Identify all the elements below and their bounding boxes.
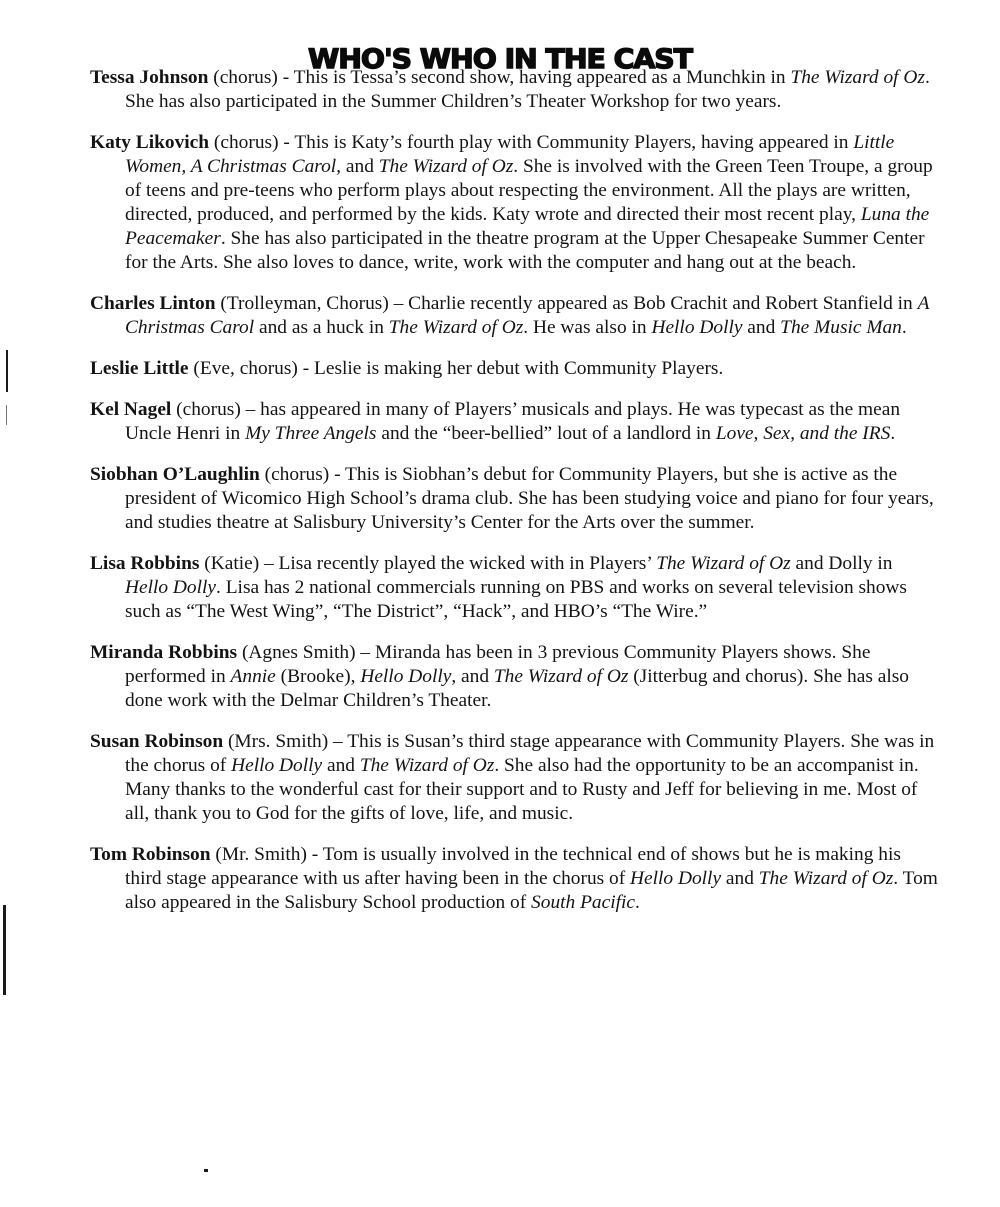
bio-text: . She has also participated in the theatre program at the Upper Chesapeake Summer Center for the Arts. She also loves to dance, write, work with the computer and hang out at the beach. — [125, 228, 925, 273]
bio-text: (chorus) - This is Katy’s fourth play with Community Players, having appeared in — [209, 132, 854, 153]
production-title: The Wizard of Oz — [656, 553, 791, 574]
bio-text: . She is involved with the Green Teen Troupe, a group of teens and pre-teens who perform plays about respecting the environment. All the plays are written, directed, produced, and performed by the kids. Katy wrote and directed their most recent play, — [125, 156, 933, 225]
cast-member-name: Tessa Johnson — [90, 67, 209, 88]
production-title: The Wizard of Oz — [758, 868, 894, 889]
scan-artifact-mark — [6, 350, 8, 392]
bio-text: . Tom also appeared in the Salisbury School production of — [125, 868, 938, 913]
bio-text: (Jitterbug and chorus). She has also done work with the Delmar Children’s Theater. — [125, 666, 909, 711]
scan-artifact-dot — [204, 1169, 208, 1172]
production-title: Hello Dolly — [630, 868, 722, 889]
production-title: The Wizard of Oz — [790, 67, 925, 88]
cast-member-name: Katy Likovich — [90, 132, 210, 153]
cast-member-name: Charles Linton — [90, 293, 216, 314]
bio-text: (Agnes Smith) – Miranda has been in 3 previous Community Players shows. She performed in — [125, 642, 871, 687]
production-title: Hello Dolly — [125, 577, 217, 598]
bio-text: (Trolleyman, Chorus) – Charlie recently appeared as Bob Crachit and Robert Stanfield in — [215, 293, 918, 314]
production-title: The Wizard of Oz — [493, 666, 629, 687]
cast-entry — [90, 292, 940, 340]
production-title: Love, Sex, and the IRS — [715, 423, 891, 444]
bio-text: . She has also participated in the Summer Children’s Theater Workshop for two years. — [125, 67, 930, 112]
bio-text: and — [721, 868, 759, 889]
production-title: The Music Man — [780, 317, 902, 338]
bio-text: . — [901, 317, 907, 338]
production-title: Hello Dolly — [360, 666, 452, 687]
production-title: Little Women, A Christmas Carol, — [125, 132, 895, 177]
bio-text: and — [341, 156, 379, 177]
cast-list — [90, 66, 940, 932]
bio-text: (Mrs. Smith) – This is Susan’s third stage appearance with Community Players. She was in the chorus of — [125, 731, 935, 776]
production-title: My Three Angels — [245, 423, 377, 444]
bio-text: , and — [451, 666, 494, 687]
bio-text: and as a huck in — [254, 317, 389, 338]
production-title: Hello Dolly — [231, 755, 323, 776]
production-title: The Wizard of Oz — [359, 755, 495, 776]
production-title: Hello Dolly — [651, 317, 743, 338]
production-title: The Wizard of Oz — [378, 156, 514, 177]
cast-entry — [90, 843, 940, 915]
bio-text: (chorus) - This is Siobhan’s debut for Community Players, but she is active as the president of Wicomico High School’s drama club. She has been studying voice and piano for four years, and studies theatre at Salisbury University’s Center for the Arts over the summer. — [125, 464, 934, 533]
cast-entry — [90, 641, 940, 713]
bio-text: and Dolly in — [790, 553, 893, 574]
production-title: Luna the Peacemaker — [125, 204, 930, 249]
cast-entry — [90, 357, 940, 381]
bio-text: (chorus) - This is Tessa’s second show, having appeared as a Munchkin in — [208, 67, 791, 88]
production-title: South Pacific — [531, 892, 635, 913]
bio-text: and — [742, 317, 781, 338]
bio-text: and — [322, 755, 360, 776]
bio-text: (chorus) – has appeared in many of Players’ musicals and plays. He was typecast as the mean Uncle Henri in — [125, 399, 901, 444]
cast-member-name: Miranda Robbins — [90, 642, 238, 663]
bio-text: (Eve, chorus) - Leslie is making her debut with Community Players. — [188, 358, 724, 379]
cast-member-name: Kel Nagel — [90, 399, 172, 420]
bio-text: (Brooke), — [275, 666, 361, 687]
cast-entry — [90, 66, 940, 114]
bio-text: . Lisa has 2 national commercials running on PBS and works on several television shows such as “The West Wing”, “The District”, “Hack”, and HBO’s “The Wire.” — [125, 577, 907, 622]
cast-entry — [90, 398, 940, 446]
cast-entry — [90, 730, 940, 826]
cast-member-name: Tom Robinson — [90, 844, 211, 865]
scan-artifact-mark — [6, 405, 7, 425]
production-title: The Wizard of Oz — [388, 317, 524, 338]
cast-entry — [90, 131, 940, 275]
page-title: WHO'S WHO IN THE CAST — [308, 44, 692, 76]
scan-artifact-mark — [3, 905, 6, 995]
bio-text: . He was also in — [523, 317, 652, 338]
cast-member-name: Lisa Robbins — [90, 553, 200, 574]
bio-text: . She also had the opportunity to be an accompanist in. Many thanks to the wonderful cast for their support and to Rusty and Jeff for believing in me. Most of all, thank you to God for the gifts of love, life, and music. — [125, 755, 919, 824]
cast-member-name: Susan Robinson — [90, 731, 224, 752]
bio-text: . — [634, 892, 640, 913]
bio-text: and the “beer-bellied” lout of a landlord in — [376, 423, 716, 444]
cast-member-name: Siobhan O’Laughlin — [90, 464, 260, 485]
production-title: A Christmas Carol — [125, 293, 930, 338]
cast-entry — [90, 463, 940, 535]
bio-text: (Mr. Smith) - Tom is usually involved in the technical end of shows but he is making his third stage appearance with us after having been in the chorus of — [125, 844, 901, 889]
cast-entry — [90, 552, 940, 624]
cast-member-name: Leslie Little — [90, 358, 189, 379]
bio-text: . — [890, 423, 896, 444]
bio-text: (Katie) – Lisa recently played the wicked with in Players’ — [199, 553, 657, 574]
production-title: Annie — [230, 666, 276, 687]
